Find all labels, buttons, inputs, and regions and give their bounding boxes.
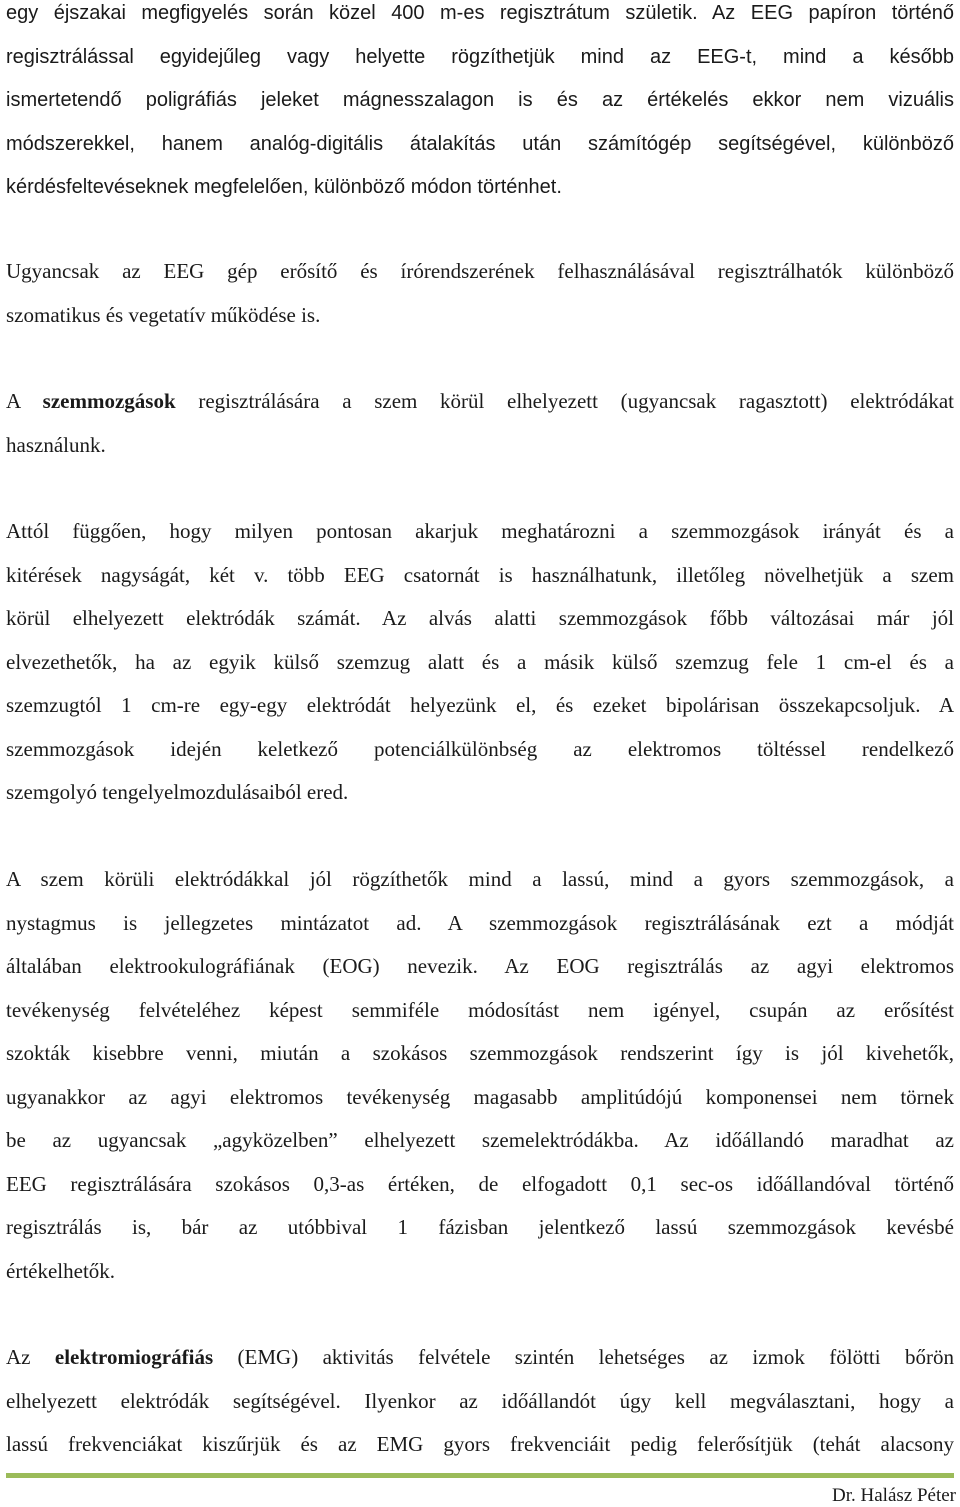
text-line: használunk. xyxy=(6,432,106,457)
text-line: szemmozgások idején keletkező potenciálkülönbség az elektromos töltéssel rendelkező xyxy=(6,736,954,761)
text-fragment: regisztrálására a szem körül elhelyezett (ugyancsak ragasztott) elektródákat xyxy=(175,389,954,413)
paragraph-6 xyxy=(6,1336,954,1467)
text-line: szomatikus és vegetatív működése is. xyxy=(6,302,321,327)
text-line: szemgolyó tengelyelmozdulásaiból ered. xyxy=(6,780,349,804)
text-line: ismertetendő poligráfiás jeleket mágnesszalagon is és az értékelés ekkor nem vizuális xyxy=(6,89,954,111)
text-line: értékelhetők. xyxy=(6,1258,116,1283)
text-line: körül elhelyezett elektródák számát. Az alvás alatti szemmozgások főbb változásai már jól xyxy=(6,606,954,630)
text-fragment: (EMG) aktivitás felvétele szintén lehetséges az izmok fölötti bőrön xyxy=(213,1345,954,1369)
text-line: elvezethetők, ha az egyik külső szemzug alatt és a másik külső szemzug fele 1 cm-el és a xyxy=(6,649,954,674)
paragraph-2 xyxy=(6,250,954,337)
footer-divider xyxy=(6,1473,954,1478)
text-line: EEG regisztrálására szokásos 0,3-as értéken, de elfogadott 0,1 sec-os időállandóval történő xyxy=(6,1171,954,1196)
text-line: A szem körüli elektródákkal jól rögzíthetők mind a lassú, mind a gyors szemmozgások, a xyxy=(6,867,954,891)
text-line: nystagmus is jellegzetes mintázatot ad. A szemmozgások regisztrálásának ezt a módját xyxy=(6,910,954,935)
text-line: kérdésfeltevéseknek megfelelően, különböző módon történhet. xyxy=(6,176,562,198)
text-line xyxy=(6,1336,954,1380)
paragraph-4 xyxy=(6,510,954,815)
text-line: általában elektrookulográfiának (EOG) nevezik. Az EOG regisztrálás az agyi elektromos xyxy=(6,954,954,978)
bold-term: elektromiográfiás xyxy=(54,1345,214,1369)
text-fragment: Az xyxy=(6,1345,55,1369)
text-line: módszerekkel, hanem analóg-digitális átalakítás után számítógép segítségével, különböző xyxy=(6,132,954,155)
text-line: elhelyezett elektródák segítségével. Ilyenkor az időállandót úgy kell megválasztani, hogy a xyxy=(6,1388,954,1413)
text-fragment: A xyxy=(6,389,43,413)
text-line: egy éjszakai megfigyelés során közel 400 m-es regisztrátum születik. Az EEG papíron történő xyxy=(6,2,954,24)
text-line: regisztrálással egyidejűleg vagy helyette rögzíthetjük mind az EEG-t, mind a később xyxy=(6,45,954,68)
footer-author: Dr. Halász Péter xyxy=(832,1485,956,1506)
text-line: ugyanakkor az agyi elektromos tevékenység magasabb amplitúdójú komponensei nem törnek xyxy=(6,1084,954,1109)
text-line: szokták kisebbre venni, miután a szokásos szemmozgások rendszerint így is jól kivehetők, xyxy=(6,1041,954,1065)
text-line: Attól függően, hogy milyen pontosan akarjuk meghatározni a szemmozgások irányát és a xyxy=(6,519,954,543)
text-line xyxy=(6,380,954,424)
text-line: be az ugyancsak „agyközelben” elhelyezett szemelektródákba. Az időállandó maradhat az xyxy=(6,1128,954,1152)
text-line: szemzugtól 1 cm-re egy-egy elektródát helyezünk el, és ezeket bipolárisan összekapcsoljuk. A xyxy=(6,693,954,717)
bold-term: szemmozgások xyxy=(42,389,176,413)
paragraph-5 xyxy=(6,858,954,1293)
text-line: kitérések nagyságát, két v. több EEG csatornát is használhatunk, illetőleg növelhetjük a szem xyxy=(6,562,954,587)
text-line: Ugyancsak az EEG gép erősítő és írórendszerének felhasználásával regisztrálhatók különböző xyxy=(6,259,954,283)
text-line: tevékenység felvételéhez képest semmiféle módosítást nem igényel, csupán az erősítést xyxy=(6,997,954,1022)
text-line: regisztrálás is, bár az utóbbival 1 fázisban jelentkező lassú szemmozgások kevésbé xyxy=(6,1215,954,1239)
text-line: lassú frekvenciákat kiszűrjük és az EMG gyors frekvenciáit pedig felerősítjük (tehát alacsony xyxy=(6,1432,954,1456)
paragraph-3 xyxy=(6,380,954,467)
paragraph-1 xyxy=(6,0,954,210)
